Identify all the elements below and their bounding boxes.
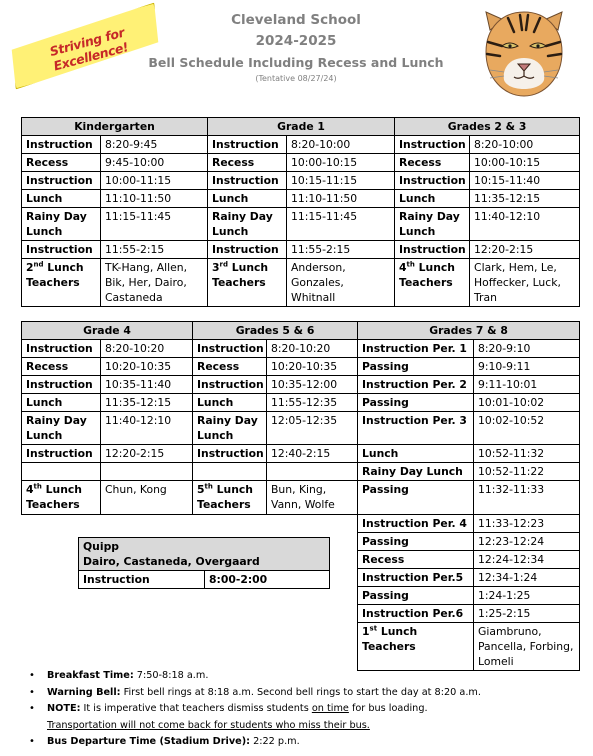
- list-item: • Warning Bell: First bell rings at 8:18 a.m. Second bell rings to start the day at 8:20 a.m.: [29, 685, 584, 702]
- quipp-table: [78, 537, 330, 589]
- period-label: Instruction Per.5: [358, 569, 474, 587]
- kindergarten-header: Kindergarten: [22, 118, 208, 136]
- table-row: [22, 445, 580, 463]
- period-time: 11:10-11:50: [101, 190, 208, 208]
- period-label: Recess: [395, 154, 470, 172]
- period-time: 10:01-10:02: [474, 394, 580, 412]
- table-row: [22, 208, 580, 241]
- period-time: 10:20-10:35: [101, 358, 193, 376]
- table-row: [22, 412, 580, 445]
- table-row: [22, 394, 580, 412]
- empty-cell: [267, 463, 358, 481]
- table-row: [22, 340, 580, 358]
- period-time: 9:11-10:01: [474, 376, 580, 394]
- period-time: 11:10-11:50: [287, 190, 395, 208]
- grade-4-header: Grade 4: [22, 322, 193, 340]
- tentative-date: (Tentative 08/27/24): [255, 74, 337, 83]
- period-label: Passing: [358, 394, 474, 412]
- period-label: Recess: [358, 551, 474, 569]
- period-label: Instruction: [79, 571, 205, 589]
- period-label: Instruction: [22, 172, 101, 190]
- period-label: Passing: [358, 533, 474, 551]
- period-time: 12:20-2:15: [470, 241, 580, 259]
- table-row: [22, 515, 580, 533]
- notes-list: [29, 668, 584, 751]
- lunch-teachers-label: 3rd Lunch Teachers: [208, 259, 287, 307]
- period-label: Lunch: [358, 445, 474, 463]
- period-label: Rainy Day Lunch: [395, 208, 470, 241]
- school-name: Cleveland School: [231, 12, 361, 28]
- period-label: Lunch: [208, 190, 287, 208]
- period-time: 11:15-11:45: [287, 208, 395, 241]
- period-label: Rainy Day Lunch: [22, 208, 101, 241]
- empty-cell: [193, 463, 267, 481]
- period-time: 10:15-11:15: [287, 172, 395, 190]
- quipp-title: Quipp: [83, 540, 120, 553]
- period-time: 10:02-10:52: [474, 412, 580, 445]
- table-row: [22, 172, 580, 190]
- period-label: Instruction: [193, 376, 267, 394]
- period-label: Instruction: [208, 172, 287, 190]
- period-label: Instruction: [193, 340, 267, 358]
- period-time: 12:23-12:24: [474, 533, 580, 551]
- period-time: 10:00-10:15: [470, 154, 580, 172]
- period-time: 11:55-12:35: [267, 394, 358, 412]
- table-row: [22, 481, 580, 515]
- period-time: 11:40-12:10: [101, 412, 193, 445]
- table-row: [22, 376, 580, 394]
- period-time: 8:20-9:10: [474, 340, 580, 358]
- lunch-teachers-names: Giambruno, Pancella, Forbing, Lomeli: [474, 623, 580, 671]
- period-time: 10:35-12:00: [267, 376, 358, 394]
- period-label: Lunch: [395, 190, 470, 208]
- grades-5-6-header: Grades 5 & 6: [193, 322, 358, 340]
- period-label: Rainy Day Lunch: [193, 412, 267, 445]
- table-row: [22, 463, 580, 481]
- period-time: 8:20-10:20: [101, 340, 193, 358]
- period-label: Instruction: [395, 172, 470, 190]
- banner-text: Striving for Excellence!: [48, 24, 130, 74]
- period-label: Instruction: [22, 241, 101, 259]
- lunch-teachers-label: 5th Lunch Teachers: [193, 481, 267, 515]
- period-label: Rainy Day Lunch: [358, 463, 474, 481]
- period-label: Instruction: [193, 445, 267, 463]
- period-time: 12:24-12:34: [474, 551, 580, 569]
- period-time: 10:15-11:40: [470, 172, 580, 190]
- period-label: Recess: [22, 154, 101, 172]
- period-label: Instruction Per. 1: [358, 340, 474, 358]
- lunch-teachers-label: 1st Lunch Teachers: [358, 623, 474, 671]
- period-label: Instruction: [208, 136, 287, 154]
- schedule-title: Bell Schedule Including Recess and Lunch: [148, 55, 444, 70]
- period-time: 12:20-2:15: [101, 445, 193, 463]
- table-row: [22, 190, 580, 208]
- period-label: Instruction Per.6: [358, 605, 474, 623]
- period-time: 10:52-11:32: [474, 445, 580, 463]
- period-label: Instruction Per. 2: [358, 376, 474, 394]
- period-time: 11:32-11:33: [474, 481, 580, 515]
- period-time: 12:34-1:24: [474, 569, 580, 587]
- lunch-teachers-names: Clark, Hem, Le, Hoffecker, Luck, Tran: [470, 259, 580, 307]
- period-time: 10:00-11:15: [101, 172, 208, 190]
- period-time: 11:35-12:15: [101, 394, 193, 412]
- period-label: Lunch: [193, 394, 267, 412]
- lunch-teachers-names: TK-Hang, Allen, Bik, Her, Dairo, Castaneda: [101, 259, 208, 307]
- quipp-header: [79, 538, 330, 571]
- period-time: 12:40-2:15: [267, 445, 358, 463]
- table-row: [22, 259, 580, 307]
- period-label: Instruction: [22, 340, 101, 358]
- period-time: 11:55-2:15: [287, 241, 395, 259]
- lunch-teachers-names: Chun, Kong: [101, 481, 193, 515]
- period-label: Instruction: [22, 136, 101, 154]
- table-row: [22, 154, 580, 172]
- period-label: Passing: [358, 358, 474, 376]
- list-item: • Bus Departure Time (Stadium Drive): 2:22 p.m.: [29, 734, 584, 751]
- grades-2-3-header: Grades 2 & 3: [395, 118, 580, 136]
- grades-7-8-header: Grades 7 & 8: [358, 322, 580, 340]
- empty-cell: [101, 463, 193, 481]
- period-label: Instruction: [395, 241, 470, 259]
- lunch-teachers-names: Anderson, Gonzales, Whitnall: [287, 259, 395, 307]
- lunch-teachers-label: 4th Lunch Teachers: [395, 259, 470, 307]
- quipp-teachers: Dairo, Castaneda, Overgaard: [83, 555, 260, 568]
- period-label: Passing: [358, 587, 474, 605]
- period-label: Rainy Day Lunch: [208, 208, 287, 241]
- table-row: [22, 358, 580, 376]
- period-time: 1:24-1:25: [474, 587, 580, 605]
- lunch-teachers-label: 4th Lunch Teachers: [22, 481, 101, 515]
- period-time: 8:20-9:45: [101, 136, 208, 154]
- list-item: • Breakfast Time: 7:50-8:18 a.m.: [29, 668, 584, 685]
- period-time: 8:00-2:00: [205, 571, 330, 589]
- period-label: Instruction: [208, 241, 287, 259]
- period-label: Instruction: [22, 376, 101, 394]
- period-label: Rainy Day Lunch: [22, 412, 101, 445]
- period-time: 8:20-10:20: [267, 340, 358, 358]
- period-label: Recess: [208, 154, 287, 172]
- empty-cell: [22, 463, 101, 481]
- period-time: 8:20-10:00: [287, 136, 395, 154]
- period-time: 10:00-10:15: [287, 154, 395, 172]
- period-label: Instruction Per. 4: [358, 515, 474, 533]
- tiger-mascot-icon: [480, 6, 568, 100]
- period-label: Instruction: [395, 136, 470, 154]
- school-year: 2024-2025: [255, 33, 337, 49]
- schedule-table-k-3: [21, 117, 580, 307]
- period-time: 11:40-12:10: [470, 208, 580, 241]
- period-time: 8:20-10:00: [470, 136, 580, 154]
- period-time: 9:10-9:11: [474, 358, 580, 376]
- period-label: Instruction: [22, 445, 101, 463]
- period-time: 11:15-11:45: [101, 208, 208, 241]
- period-time: 12:05-12:35: [267, 412, 358, 445]
- period-time: 11:33-12:23: [474, 515, 580, 533]
- period-time: 11:35-12:15: [470, 190, 580, 208]
- schedule-table-4-8: [21, 321, 580, 671]
- table-row: [22, 241, 580, 259]
- period-label: Instruction Per. 3: [358, 412, 474, 445]
- period-label: Passing: [358, 481, 474, 515]
- period-label: Recess: [22, 358, 101, 376]
- period-time: 11:55-2:15: [101, 241, 208, 259]
- period-time: 10:35-11:40: [101, 376, 193, 394]
- grade-1-header: Grade 1: [208, 118, 395, 136]
- lunch-teachers-names: Bun, King, Vann, Wolfe: [267, 481, 358, 515]
- transportation-note: Transportation will not come back for students who miss their bus.: [47, 719, 370, 731]
- period-time: 1:25-2:15: [474, 605, 580, 623]
- period-label: Lunch: [22, 394, 101, 412]
- table-row: [22, 136, 580, 154]
- period-time: 9:45-10:00: [101, 154, 208, 172]
- period-time: 10:20-10:35: [267, 358, 358, 376]
- period-label: Recess: [193, 358, 267, 376]
- list-item: • NOTE: It is imperative that teachers dismiss students on time for bus loading. Transportation will not come back for students who miss their bus.: [29, 701, 584, 734]
- lunch-teachers-label: 2nd Lunch Teachers: [22, 259, 101, 307]
- period-time: 10:52-11:22: [474, 463, 580, 481]
- table-row: [79, 571, 330, 589]
- period-label: Lunch: [22, 190, 101, 208]
